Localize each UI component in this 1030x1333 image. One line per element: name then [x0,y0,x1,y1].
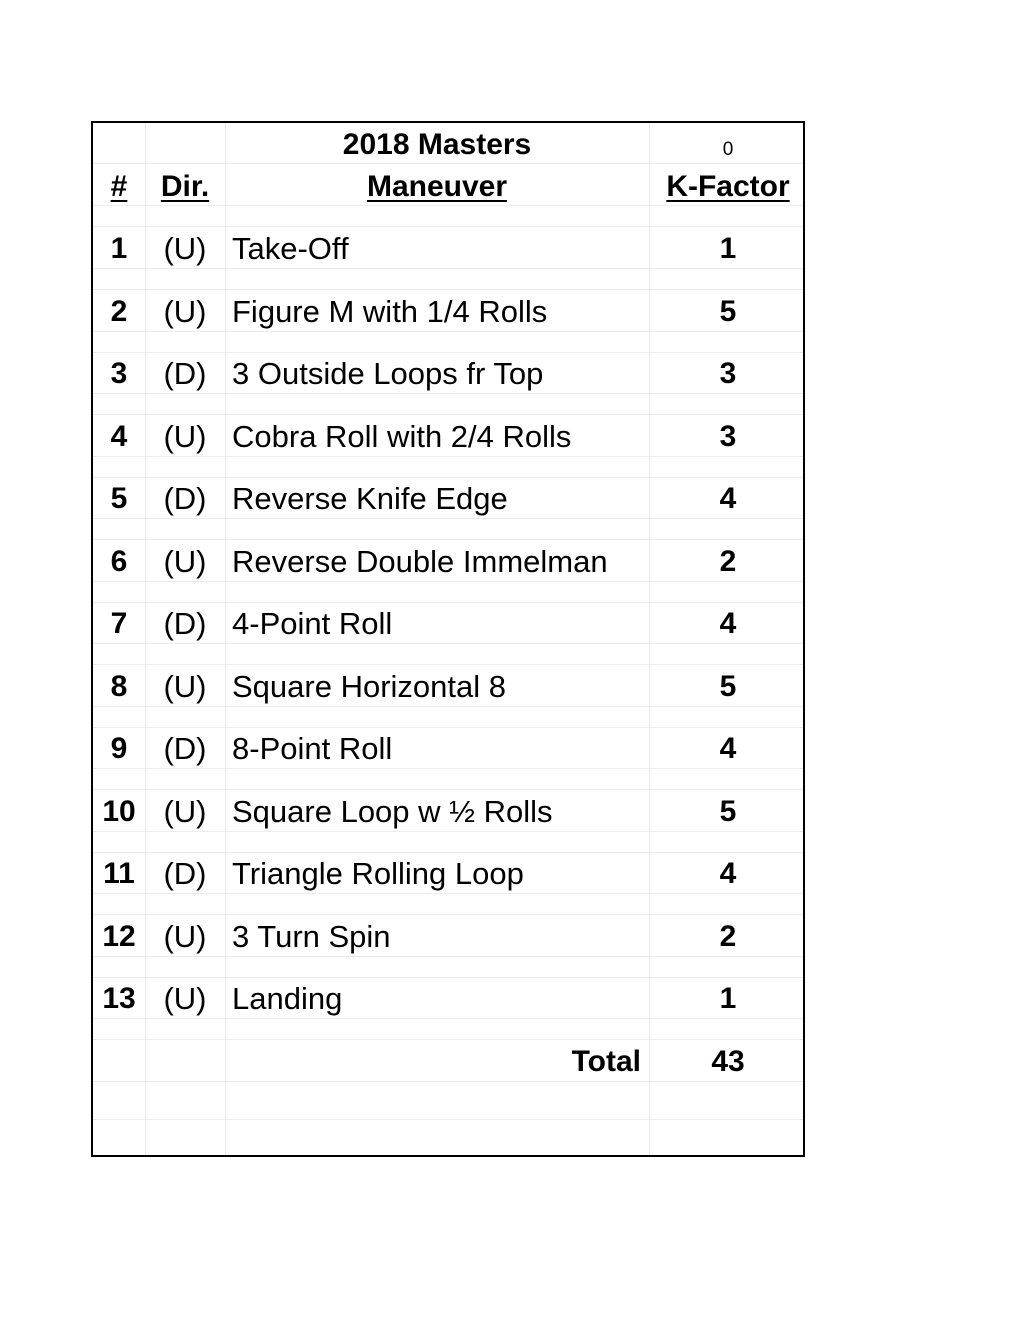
grid-row-divider [93,456,803,457]
grid-row-divider [93,893,803,894]
row-direction: (U) [163,419,207,454]
row-kfactor: 5 [719,670,737,703]
grid-row-divider [93,581,803,582]
row-maneuver: 3 Turn Spin [232,919,391,954]
grid-row-divider [93,852,803,853]
grid-row-divider [93,1018,803,1019]
grid-row-divider [93,539,803,540]
row-direction: (U) [163,794,207,829]
grid-row-divider [93,914,803,915]
grid-row-divider [93,1119,803,1120]
row-kfactor: 5 [719,295,737,328]
grid-row-divider [93,831,803,832]
grid-row-divider [93,768,803,769]
grid-row-divider [93,602,803,603]
row-maneuver: Reverse Double Immelman [232,544,608,579]
row-direction: (D) [163,856,207,891]
grid-row-divider [93,226,803,227]
column-header-direction: Dir. [160,170,210,203]
grid-row-divider [93,268,803,269]
row-maneuver: 3 Outside Loops fr Top [232,356,544,391]
row-number: 8 [110,670,128,703]
row-maneuver: 8-Point Roll [232,731,393,766]
row-number: 6 [110,545,128,578]
grid-row-divider [93,643,803,644]
row-maneuver: Square Loop w ½ Rolls [232,794,553,829]
grid-row-divider [93,706,803,707]
grid-row-divider [93,518,803,519]
row-maneuver: Figure M with 1/4 Rolls [232,294,548,329]
grid-row-divider [93,352,803,353]
row-direction: (U) [163,919,207,954]
column-header-number: # [110,170,128,203]
row-kfactor: 4 [719,857,737,890]
row-number: 11 [103,857,135,890]
row-kfactor: 4 [719,607,737,640]
grid-row-divider [93,393,803,394]
grid-row-divider [93,477,803,478]
grid-row-divider [93,1039,803,1040]
row-number: 13 [102,982,136,1015]
row-kfactor: 2 [719,920,737,953]
row-maneuver: 4-Point Roll [232,606,393,641]
grid-column-divider [225,123,226,1155]
grid-row-divider [93,727,803,728]
row-kfactor: 4 [719,732,737,765]
maneuver-table [91,121,805,1157]
grid-row-divider [93,163,803,164]
row-number: 3 [110,357,128,390]
column-header-kfactor: K-Factor [666,170,790,203]
grid-row-divider [93,664,803,665]
grid-row-divider [93,414,803,415]
grid-row-divider [93,977,803,978]
row-kfactor: 1 [719,982,737,1015]
row-kfactor: 4 [719,482,737,515]
grid-row-divider [93,1081,803,1082]
row-kfactor: 3 [719,420,737,453]
row-direction: (D) [163,481,207,516]
table-title: 2018 Masters [342,128,532,161]
header-zero-value: 0 [722,139,734,160]
grid-row-divider [93,956,803,957]
row-direction: (U) [163,981,207,1016]
row-number: 10 [102,795,136,828]
row-kfactor: 2 [719,545,737,578]
grid-row-divider [93,331,803,332]
row-maneuver: Cobra Roll with 2/4 Rolls [232,419,572,454]
row-maneuver: Landing [232,981,343,1016]
row-direction: (D) [163,356,207,391]
row-number: 12 [102,920,136,953]
grid-row-divider [93,205,803,206]
row-number: 1 [110,232,128,265]
row-direction: (U) [163,294,207,329]
row-maneuver: Take-Off [232,231,349,266]
row-maneuver: Square Horizontal 8 [232,669,506,704]
row-maneuver: Reverse Knife Edge [232,481,508,516]
row-number: 5 [110,482,128,515]
grid-row-divider [93,789,803,790]
total-label: Total [571,1045,641,1078]
row-number: 9 [110,732,128,765]
grid-row-divider [93,289,803,290]
row-direction: (U) [163,544,207,579]
row-direction: (D) [163,606,207,641]
total-value: 43 [711,1045,745,1078]
row-number: 7 [110,607,128,640]
row-maneuver: Triangle Rolling Loop [232,856,524,891]
row-direction: (U) [163,669,207,704]
row-kfactor: 5 [719,795,737,828]
row-number: 4 [110,420,128,453]
row-kfactor: 3 [719,357,737,390]
row-kfactor: 1 [719,232,737,265]
row-number: 2 [110,295,128,328]
column-header-maneuver: Maneuver [366,170,508,203]
row-direction: (D) [163,731,207,766]
row-direction: (U) [163,231,207,266]
